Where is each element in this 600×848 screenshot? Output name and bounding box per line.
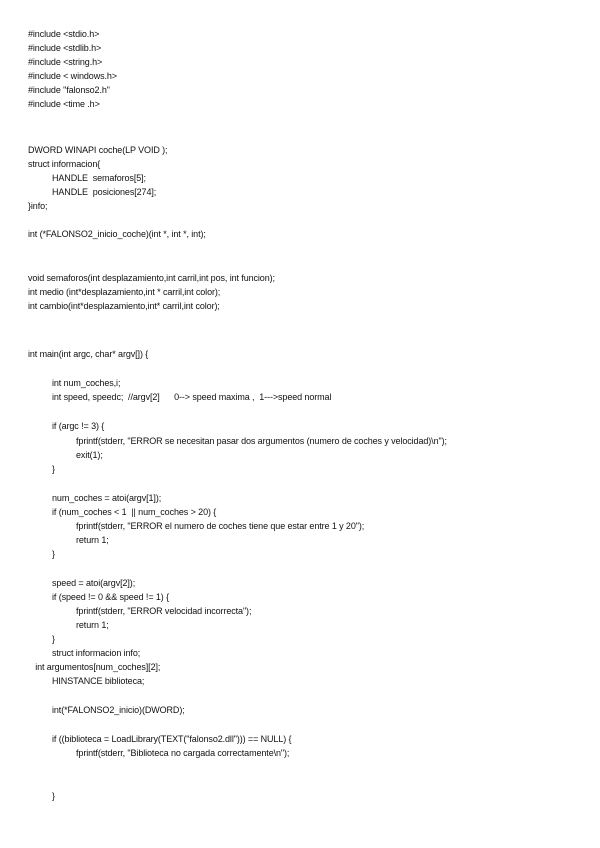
code-line: int cambio(int*desplazamiento,int* carril,int color);	[28, 301, 220, 311]
code-line: struct informacion info;	[28, 648, 141, 658]
code-line: int argumentos[num_coches][2];	[28, 662, 161, 672]
code-line: fprintf(stderr, "ERROR el numero de coches tiene que estar entre 1 y 20");	[28, 521, 365, 531]
code-line: int medio (int*desplazamiento,int * carril,int color);	[28, 287, 221, 297]
code-line: void semaforos(int desplazamiento,int carril,int pos, int funcion);	[28, 273, 275, 283]
code-line: #include <stdio.h>	[28, 29, 100, 39]
code-line: if (speed != 0 && speed != 1) {	[28, 592, 169, 602]
code-line: }	[28, 549, 55, 559]
code-line: }	[28, 634, 55, 644]
code-line: fprintf(stderr, "ERROR se necesitan pasar dos argumentos (numero de coches y velocidad)\n");	[28, 436, 447, 446]
code-line: #include "falonso2.h"	[28, 85, 110, 95]
code-line: }	[28, 464, 55, 474]
code-line: int (*FALONSO2_inicio_coche)(int *, int *, int);	[28, 229, 206, 239]
code-line: }info;	[28, 201, 48, 211]
code-line: #include <time .h>	[28, 99, 100, 109]
code-line: #include < windows.h>	[28, 71, 117, 81]
code-line: DWORD WINAPI coche(LP VOID );	[28, 145, 168, 155]
code-line: #include <string.h>	[28, 57, 103, 67]
code-line: HANDLE semaforos[5];	[28, 173, 146, 183]
code-line: exit(1);	[28, 450, 103, 460]
code-line: return 1;	[28, 620, 109, 630]
code-line: HINSTANCE biblioteca;	[28, 676, 145, 686]
code-line: fprintf(stderr, "Biblioteca no cargada correctamente\n");	[28, 748, 290, 758]
code-line: HANDLE posiciones[274];	[28, 187, 157, 197]
code-line: #include <stdlib.h>	[28, 43, 102, 53]
code-line: speed = atoi(argv[2]);	[28, 578, 136, 588]
code-line: struct informacion{	[28, 159, 101, 169]
code-line: int num_coches,i;	[28, 378, 121, 388]
code-line: if (num_coches < 1 || num_coches > 20) {	[28, 507, 217, 517]
code-line: if ((biblioteca = LoadLibrary(TEXT("falonso2.dll"))) == NULL) {	[28, 734, 292, 744]
code-line: return 1;	[28, 535, 109, 545]
code-line: int main(int argc, char* argv[]) {	[28, 349, 149, 359]
code-line: }	[28, 791, 55, 801]
code-line: fprintf(stderr, "ERROR velocidad incorrecta");	[28, 606, 252, 616]
code-line: int(*FALONSO2_inicio)(DWORD);	[28, 705, 185, 715]
code-line: num_coches = atoi(argv[1]);	[28, 493, 162, 503]
code-line: int speed, speedc; //argv[2] 0--> speed maxima , 1--->speed normal	[28, 392, 332, 402]
code-line: if (argc != 3) {	[28, 421, 105, 431]
